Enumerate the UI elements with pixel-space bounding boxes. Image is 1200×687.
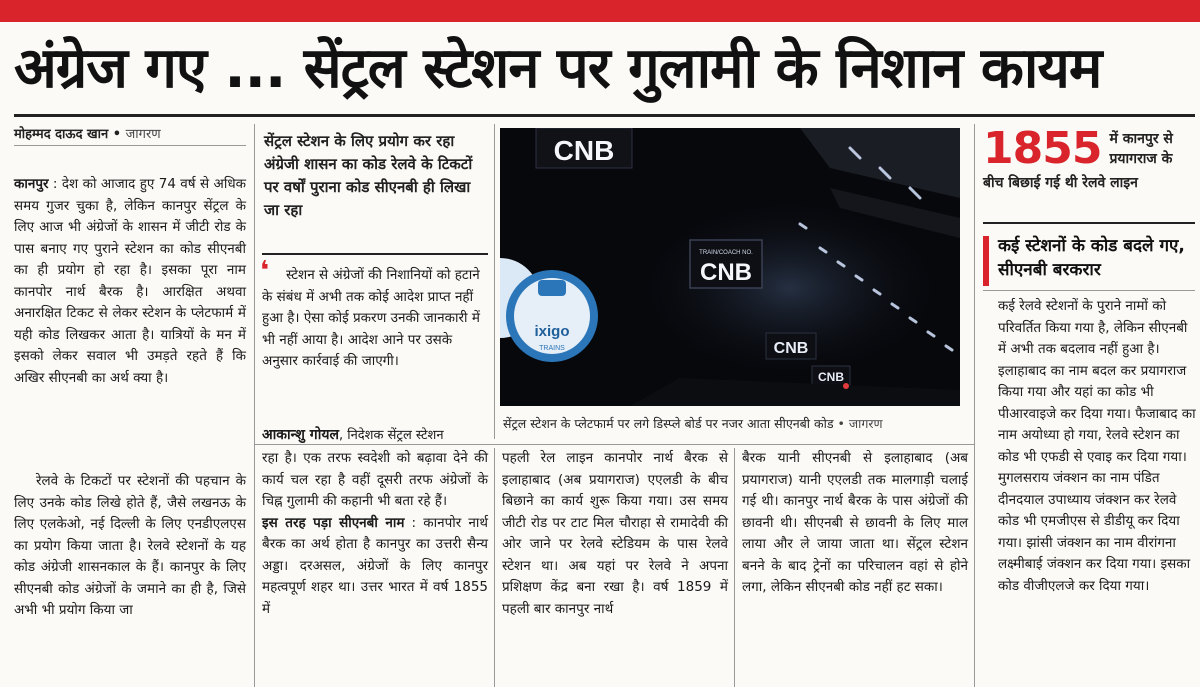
fact-box xyxy=(983,125,1195,193)
sign-small-text-2: CNB xyxy=(818,370,844,384)
intro-text: : देश को आजाद हुए 74 वर्ष से अधिक समय गुजर चुका है, लेकिन कानपुर सेंट्रल के लिए आज भी अंग्रेजों के शासन में जीटी रोड के पास बनाए गए पुराने स्टेशन का कोड सीएनबी का ही प्रयोग हो रहा है। इसका पूरा नाम कानपोर नार्थ बैरक है। आरक्षित अथवा अनारक्षित टिकट से लेकर स्टेशन के प्लेटफार्म में यही कोड लिखकर आता है। यात्रियों के मन में इसको लेकर सवाल भी उमड़ते रहते हैं कि अखिर सीएनबी का अर्थ क्या है। xyxy=(14,176,246,386)
article-headline: अंग्रेज गए ... सेंट्रल स्टेशन पर गुलामी के निशान कायम xyxy=(14,36,1102,101)
quote-text: स्टेशन से अंग्रेजों की निशानियों को हटाने के संबंध में अभी तक कोई आदेश प्राप्त नहीं हुआ है। ऐसा कोई प्रकरण उनकी जानकारी में भी नहीं आया है। आदेश आने पर उसके अनुसार कार्रवाई की जाएगी। xyxy=(262,267,480,369)
byline-publication: जागरण xyxy=(125,127,161,142)
sidebar-body: कई रेलवे स्टेशनों के पुराने नामों को परिवर्तित किया गया है, लेकिन सीएनबी में अभी तक बदलाव नहीं हुआ है। इलाहाबाद का नाम बदल कर प्रयागराज किया गया और यहां का कोड भी पीआरवाइजे कर दिया गया। फैजाबाद का नाम अयोध्या हो गया, रेलवे स्टेशन का कोड भी एफडी से एवाइ कर दिया गया। मुगलसराय जंक्शन का नाम पंडित दीनदयाल उपाध्याय जंक्शन कर रेलवे कोड भी एमजीएस से डीडीयू कर दिया गया। झांसी जंक्शन का नाम वीरांगना लक्ष्मीबाई जंक्शन कर दिया गया। इसका कोड वीजीएलजे कर दिया गया। xyxy=(998,298,1196,594)
dateline-place: कानपुर xyxy=(14,176,49,192)
photo-caption xyxy=(503,415,963,432)
fact-lead: में कानपुर से प्रयागराज के xyxy=(1109,131,1173,167)
sign-mid-caption: TRAIN/COACH NO. xyxy=(699,250,753,256)
intro-paragraph xyxy=(14,174,246,389)
col2-subhead: इस तरह पड़ा सीएनबी नाम xyxy=(262,514,405,531)
ad-brand-text: ixigo xyxy=(534,323,570,340)
station-display-photo xyxy=(500,128,960,406)
sign-mid-text: CNB xyxy=(700,259,752,286)
byline-separator: • xyxy=(108,127,126,142)
subdeck-rule xyxy=(262,253,488,255)
col2-text-after: : कानपोर नार्थ बैरक का अर्थ होता है कानपुर का उत्तरी सैन्य अड्डा। दरअसल, अंग्रेजों के लिए कानपुर महत्वपूर्ण शहर था। उत्तर भारत में वर्ष 1855 में xyxy=(262,514,488,617)
column-divider xyxy=(494,448,495,687)
headline-rule xyxy=(14,114,1195,117)
photo-illustration xyxy=(500,128,960,406)
ad-sub-text: TRAINS xyxy=(539,345,565,352)
caption-text: सेंट्रल स्टेशन के प्लेटफार्म पर लगे डिस्प्ले बोर्ड पर नजर आता सीएनबी कोड xyxy=(503,416,834,431)
sign-small-text-1: CNB xyxy=(773,340,809,357)
fact-rest: बीच बिछाई गई थी रेलवे लाइन xyxy=(983,175,1138,191)
pull-quote xyxy=(260,256,487,373)
byline-rule xyxy=(14,145,246,146)
quote-name: आकान्शु गोयल xyxy=(262,427,339,443)
sidebar-rule xyxy=(983,290,1195,291)
sign-main-text: CNB xyxy=(553,135,615,166)
column-divider xyxy=(734,448,735,687)
body-column-1: रेलवे के टिकटों पर स्टेशनों की पहचान के लिए उनके कोड लिखे होते हैं, जैसे लखनऊ के लिए एलकेओ, नई दिल्ली के लिए एनडीएलएस का प्रयोग किया जाता है। रेलवे स्टेशनों के यह कोड अंग्रेजी शासनकाल के हैं। कानपुर के लिए सीएनबी कोड अंग्रेजों के जमाने का ही है, जिसे अभी भी प्रयोग किया जा xyxy=(14,473,246,618)
byline-author: मोहम्मद दाऊद खान xyxy=(14,127,109,142)
fact-rule xyxy=(983,222,1195,224)
column-divider xyxy=(974,124,975,687)
sidebar-heading: कई स्टेशनों के कोड बदले गए, सीएनबी बरकरार xyxy=(998,236,1185,280)
column-divider xyxy=(254,124,255,687)
sidebar-accent-bar xyxy=(983,236,989,286)
byline xyxy=(14,124,244,142)
body-column-4: बैरक यानी सीएनबी से इलाहाबाद (अब प्रयागराज) यानी एएलडी तक मालगाड़ी चलाई गई थी। कानपुर नार्थ बैरक के पास अंग्रेजों की छावनी थी। सीएनबी से छावनी के लिए माल लाया और ले जाया जाता था। सेंट्रल स्टेशन बनने के बाद ट्रेनों का परिचालन वहां से होने लगा, लेकिन सीएनबी कोड नहीं हट सका। xyxy=(742,450,968,595)
col2-text-before: रहा है। एक तरफ स्वदेशी को बढ़ावा देने की कार्य चल रहा है वहीं दूसरी तरफ अंग्रेजों के चिह्न गुलामी की कहानी भी बता रहे हैं। xyxy=(262,450,488,509)
body-column-3: पहली रेल लाइन कानपोर नार्थ बैरक से इलाहाबाद (अब प्रयागराज) एएलडी के बीच बिछाने का कार्य शुरू किया गया। उस समय जीटी रोड पर टाट मिल चौराहा से रामादेवी की ओर जाने पर रेलवे स्टेडियम के पास रेलवे स्टेशन था। अब यहां पर रेलवे ने अपना प्रशिक्षण केंद्र बना रखा है। वर्ष 1859 में पहली बार कानपुर नार्थ xyxy=(502,450,728,617)
quote-mark-icon: ❛ xyxy=(260,256,270,286)
masthead-color-bar xyxy=(0,0,1200,22)
fact-year: 1855 xyxy=(983,123,1102,174)
quote-attribution xyxy=(262,425,492,444)
section-divider xyxy=(254,444,974,445)
sub-headline: सेंट्रल स्टेशन के लिए प्रयोग कर रहा अंग्रेजी शासन का कोड रेलवे के टिकटों पर वर्षों पुराना कोड सीएनबी ही लिखा जा रहा xyxy=(264,132,473,219)
body-column-2 xyxy=(262,448,488,620)
caption-credit: • जागरण xyxy=(833,416,883,431)
column-divider xyxy=(494,124,495,439)
quote-title: , निदेशक सेंट्रल स्टेशन xyxy=(338,428,444,443)
